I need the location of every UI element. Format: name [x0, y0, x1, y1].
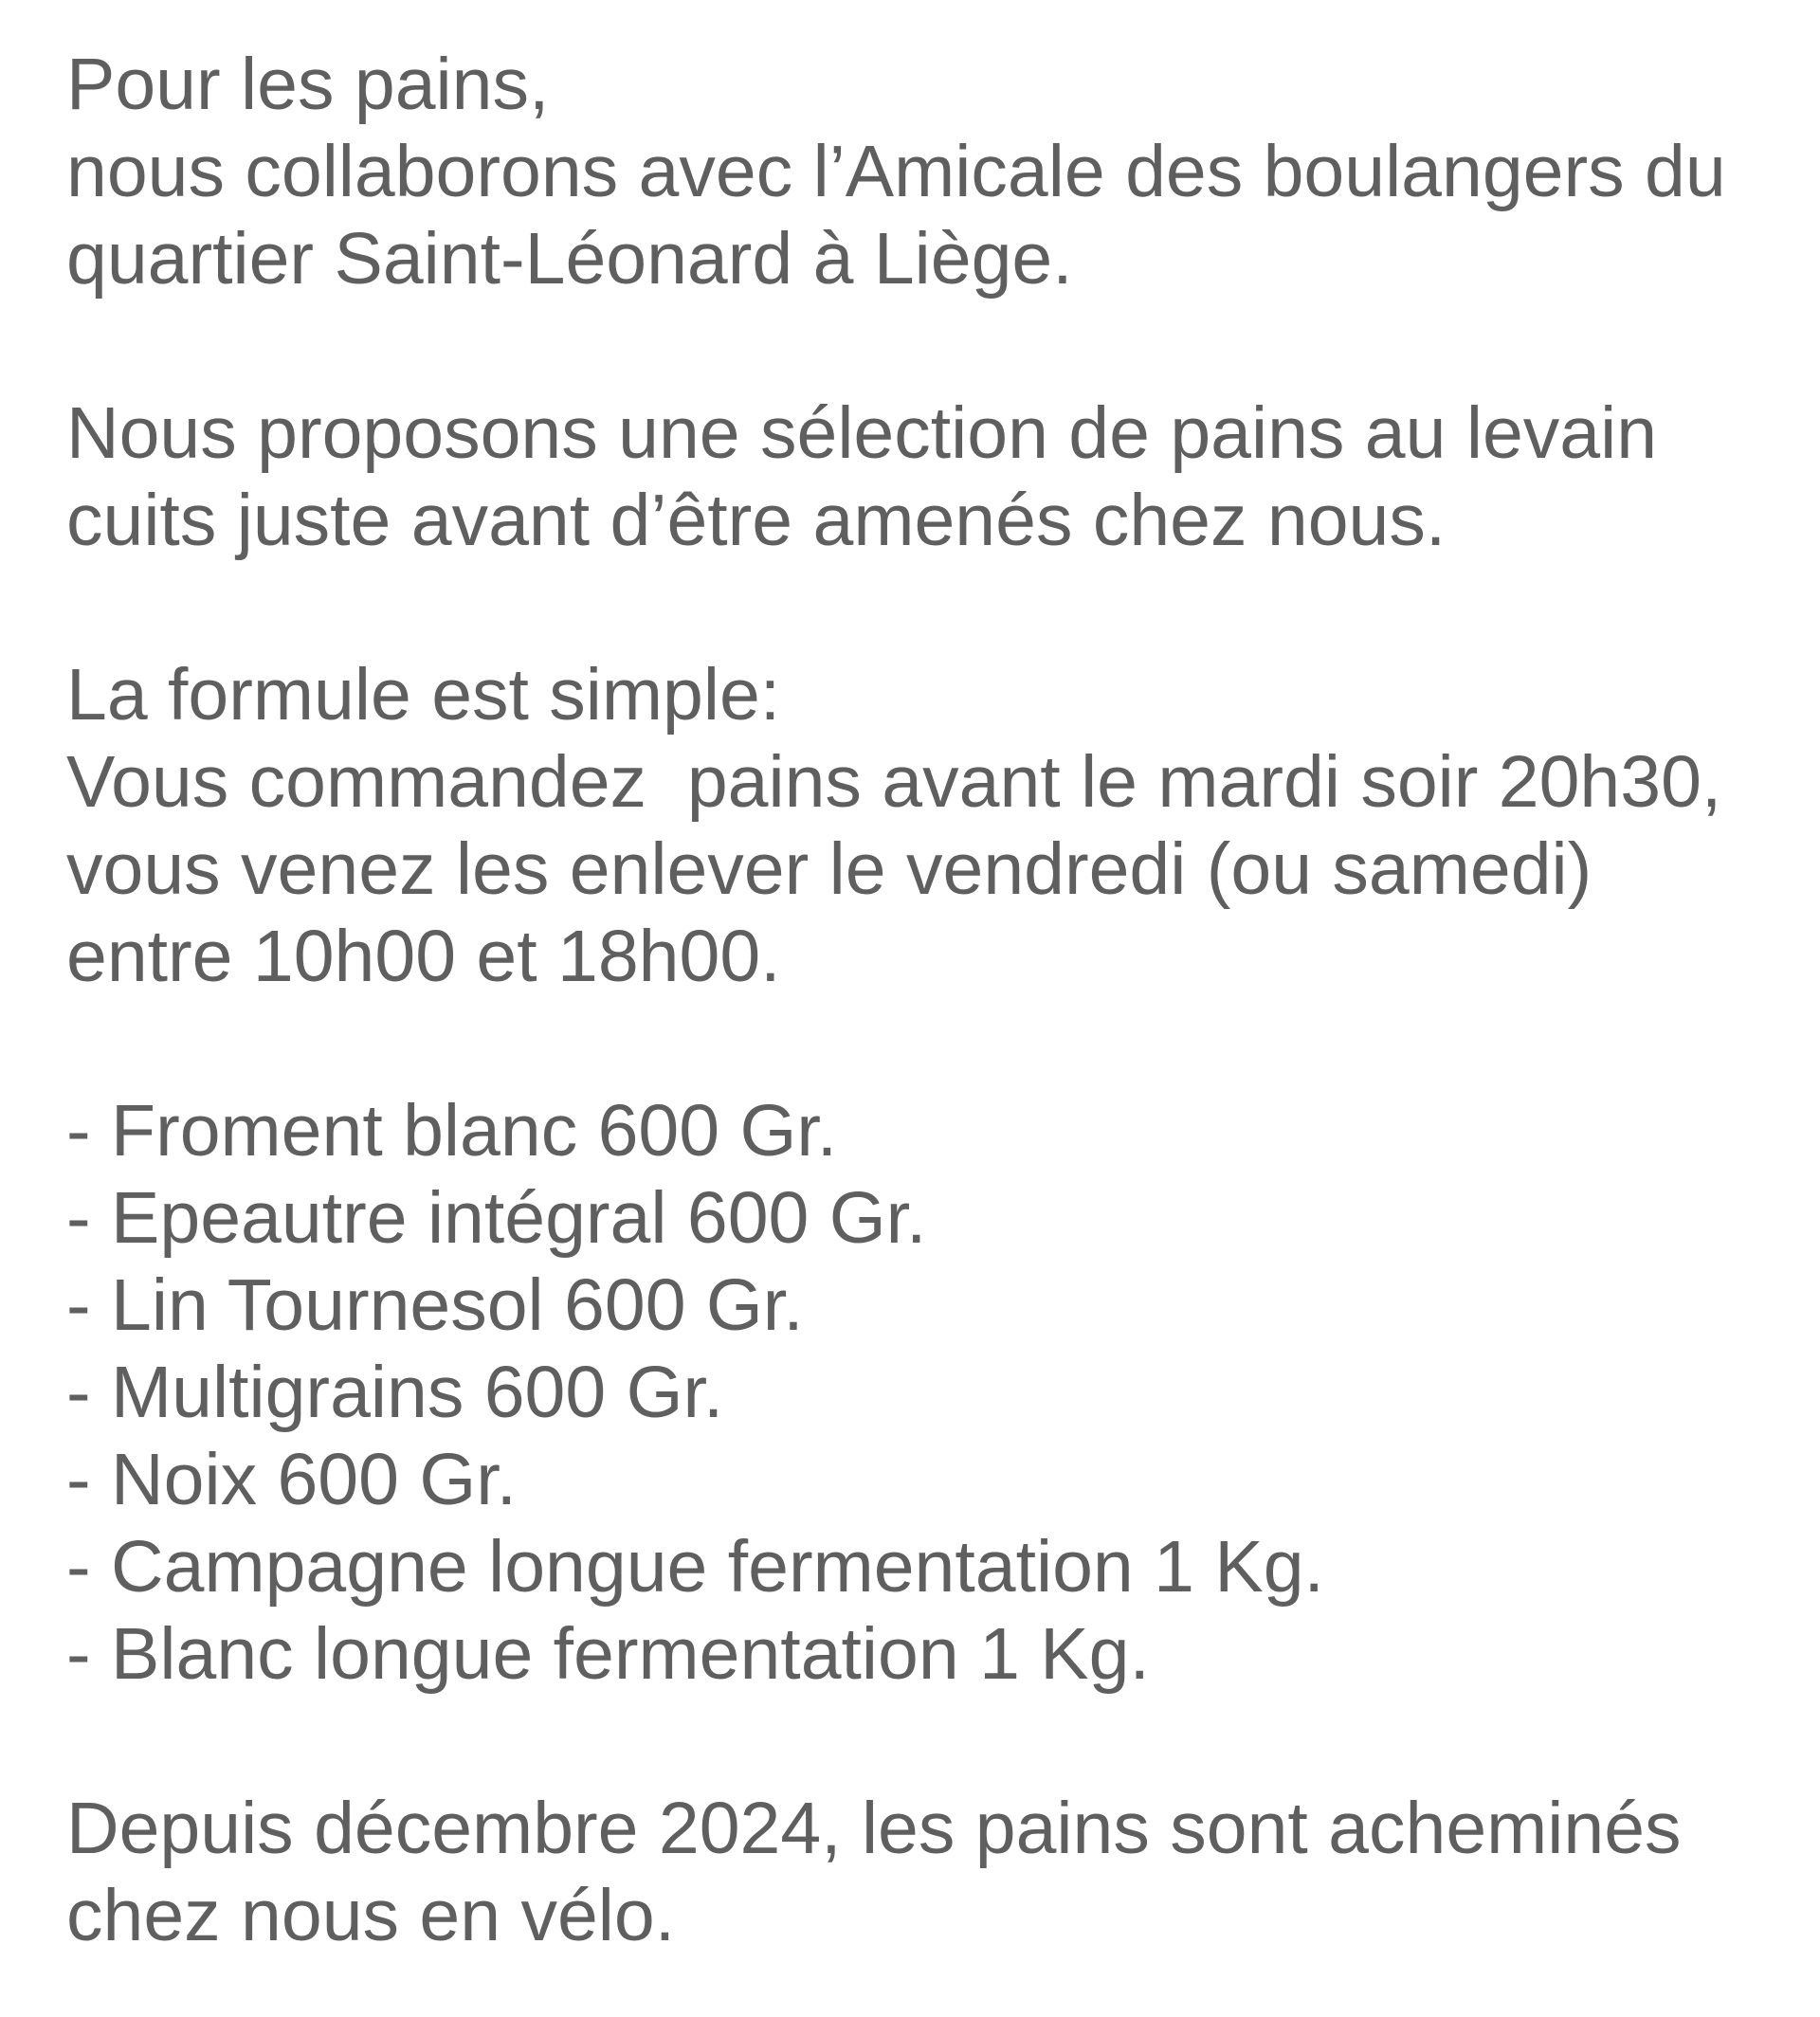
bread-list [66, 1087, 1782, 1698]
intro-line: Pour les pains, [66, 44, 550, 125]
formula-paragraph [66, 651, 1782, 1000]
intro-line: quartier Saint-Léonard à Liège. [66, 218, 1073, 300]
selection-line: Nous proposons une sélection de pains au levain [66, 392, 1658, 474]
delivery-line: chez nous en vélo. [66, 1875, 676, 1956]
selection-line: cuits juste avant d’être amenés chez nous. [66, 480, 1447, 561]
bread-info-document [66, 41, 1782, 1959]
paragraph-spacer [66, 1000, 1782, 1087]
bread-list-item: - Campagne longue fermentation 1 Kg. [66, 1526, 1324, 1608]
formula-line: vous venez les enlever le vendredi (ou samedi) [66, 828, 1592, 910]
delivery-line: Depuis décembre 2024, les pains sont acheminés [66, 1788, 1682, 1869]
bread-list-item: - Noix 600 Gr. [66, 1439, 518, 1520]
bread-list-item: - Multigrains 600 Gr. [66, 1352, 724, 1433]
intro-paragraph [66, 41, 1782, 302]
bread-list-item: - Froment blanc 600 Gr. [66, 1090, 838, 1172]
bread-list-item: - Blanc longue fermentation 1 Kg. [66, 1613, 1150, 1695]
paragraph-spacer [66, 564, 1782, 651]
intro-line: nous collaborons avec l’Amicale des boulangers du [66, 131, 1726, 212]
formula-line: La formule est simple: [66, 654, 781, 736]
selection-paragraph [66, 390, 1782, 564]
bread-list-item: - Lin Tournesol 600 Gr. [66, 1264, 804, 1346]
formula-line: Vous commandez pains avant le mardi soir 20h30, [66, 741, 1722, 823]
formula-line: entre 10h00 et 18h00. [66, 916, 781, 997]
paragraph-spacer [66, 302, 1782, 390]
delivery-paragraph [66, 1785, 1782, 1959]
paragraph-spacer [66, 1698, 1782, 1785]
bread-list-item: - Epeautre intégral 600 Gr. [66, 1177, 927, 1259]
